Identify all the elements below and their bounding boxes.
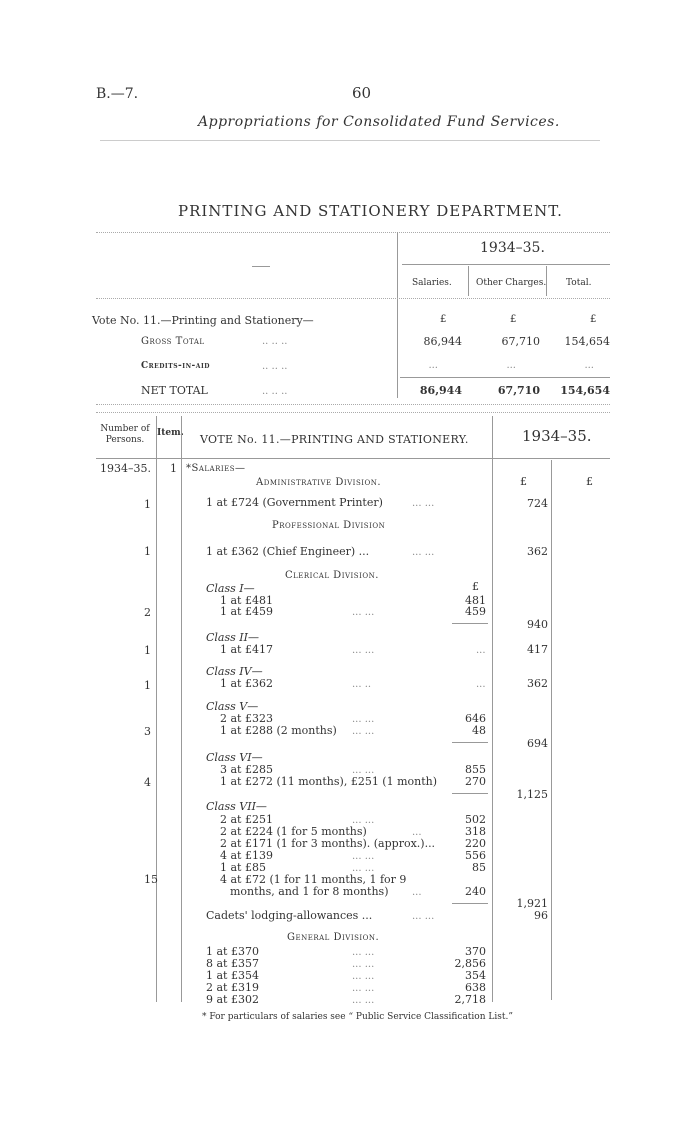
class-7-dots-1: ... ... bbox=[352, 815, 375, 826]
general-value-1: 370 bbox=[465, 945, 486, 958]
class-7-dots-5: ... ... bbox=[352, 863, 375, 874]
summary-net-dots: .. .. .. bbox=[262, 386, 288, 397]
cadets-line: Cadets' lodging-allowances ... bbox=[206, 909, 373, 922]
class-1-total: 940 bbox=[527, 618, 548, 631]
class-4-total: 362 bbox=[527, 677, 548, 690]
summary-bottom-rule bbox=[96, 404, 610, 405]
summary-gross-dots: .. .. .. bbox=[262, 336, 288, 347]
class-6-heading: Class VI— bbox=[206, 751, 263, 764]
class-2-dots: ... ... bbox=[352, 645, 375, 656]
class-7-line-4: 4 at £139 bbox=[220, 849, 273, 862]
summary-net-other: 67,710 bbox=[497, 384, 540, 397]
admin-dots: ... ... bbox=[412, 498, 435, 509]
class-5-heading: Class V— bbox=[206, 700, 259, 713]
general-line-1: 1 at £370 bbox=[206, 945, 259, 958]
class-2-heading: Class II— bbox=[206, 631, 259, 644]
class-5-dots-1: ... ... bbox=[352, 714, 375, 725]
admin-division-heading: Administrative Division. bbox=[256, 477, 382, 488]
class-1-persons: 2 bbox=[144, 606, 151, 619]
class-5-value-2: 48 bbox=[472, 724, 486, 737]
class-6-value-1: 855 bbox=[465, 763, 486, 776]
summary-credits-salaries: ... bbox=[428, 360, 438, 371]
summary-gross-total: 154,654 bbox=[564, 335, 610, 348]
general-division-heading: General Division. bbox=[287, 932, 380, 943]
class-1-heading: Class I— bbox=[206, 582, 255, 595]
detail-year-cell: 1934–35. bbox=[100, 462, 151, 475]
document-ref: B.—7. bbox=[96, 86, 139, 102]
general-value-3: 354 bbox=[465, 969, 486, 982]
class-6-sum-rule bbox=[452, 793, 488, 794]
class-7-value-3: 220 bbox=[465, 837, 486, 850]
class-1-line-2: 1 at £459 bbox=[220, 605, 273, 618]
class-5-sum-rule bbox=[452, 742, 488, 743]
summary-col-rule-1 bbox=[468, 266, 469, 296]
summary-net-rule bbox=[400, 377, 610, 378]
general-dots-1: ... ... bbox=[352, 947, 375, 958]
prof-dots: ... ... bbox=[412, 547, 435, 558]
summary-net-salaries: 86,944 bbox=[419, 384, 462, 397]
general-line-3: 1 at £354 bbox=[206, 969, 259, 982]
general-line-4: 2 at £319 bbox=[206, 981, 259, 994]
summary-net-total: 154,654 bbox=[560, 384, 610, 397]
class-7-line-6a: 4 at £72 (1 for 11 months, 1 for 9 bbox=[220, 873, 407, 886]
general-line-5: 9 at £302 bbox=[206, 993, 259, 1006]
class-6-line-2: 1 at £272 (11 months), £251 (1 month) bbox=[220, 775, 438, 788]
class-4-persons: 1 bbox=[144, 679, 151, 692]
class-5-line-2: 1 at £288 (2 months) bbox=[220, 724, 337, 737]
class-5-persons: 3 bbox=[144, 725, 151, 738]
class-1-dots: ... ... bbox=[352, 607, 375, 618]
summary-dash bbox=[252, 266, 270, 267]
prof-total: 362 bbox=[527, 545, 548, 558]
detail-pound-col2: £ bbox=[586, 475, 593, 488]
department-title: PRINTING AND STATIONERY DEPARTMENT. bbox=[178, 202, 563, 220]
summary-credits-total: ... bbox=[584, 360, 594, 371]
detail-col-title: VOTE No. 11.—PRINTING AND STATIONERY. bbox=[200, 433, 469, 446]
cadets-dots: ... ... bbox=[412, 911, 435, 922]
class-7-line-6b: months, and 1 for 8 months) bbox=[230, 885, 389, 898]
class-4-dots-2: ... bbox=[476, 679, 486, 690]
summary-gross-salaries: 86,944 bbox=[423, 335, 462, 348]
summary-pound-other: £ bbox=[510, 314, 517, 325]
detail-item-number: 1 bbox=[170, 462, 177, 475]
class-1-sum-rule bbox=[452, 623, 488, 624]
class-4-dots: ... .. bbox=[352, 679, 372, 690]
detail-salaries-heading: *Salaries— bbox=[186, 463, 246, 474]
summary-col-other: Other Charges. bbox=[476, 278, 547, 288]
class-1-value-2: 459 bbox=[465, 605, 486, 618]
class-6-persons: 4 bbox=[144, 776, 151, 789]
summary-col-rule-2 bbox=[546, 266, 547, 296]
general-value-2: 2,856 bbox=[454, 957, 486, 970]
summary-divider bbox=[397, 232, 398, 398]
class-7-dots-4: ... ... bbox=[352, 851, 375, 862]
summary-year-rule bbox=[402, 264, 610, 265]
detail-rule-item bbox=[181, 416, 182, 1002]
general-value-5: 2,718 bbox=[454, 993, 486, 1006]
detail-col-number: Number of Persons. bbox=[100, 424, 150, 445]
class-5-dots-2: ... ... bbox=[352, 726, 375, 737]
admin-persons: 1 bbox=[144, 498, 151, 511]
prof-line: 1 at £362 (Chief Engineer) ... bbox=[206, 545, 370, 558]
admin-total: 724 bbox=[527, 497, 548, 510]
detail-rule-number bbox=[156, 416, 157, 1002]
detail-col-year: 1934–35. bbox=[522, 427, 592, 445]
summary-col-salaries: Salaries. bbox=[412, 278, 452, 288]
detail-pound-col1: £ bbox=[520, 475, 527, 488]
summary-header-rule bbox=[96, 298, 610, 299]
general-dots-4: ... ... bbox=[352, 983, 375, 994]
summary-pound-total: £ bbox=[590, 314, 597, 325]
class-7-line-2: 2 at £224 (1 for 5 months) bbox=[220, 825, 367, 838]
class-7-total: 1,921 bbox=[516, 897, 548, 910]
class-7-dots-6: ... bbox=[412, 887, 422, 898]
summary-pound-salaries: £ bbox=[440, 314, 447, 325]
class-2-line-1: 1 at £417 bbox=[220, 643, 273, 656]
class-7-sum-rule bbox=[452, 903, 488, 904]
class-6-dots: ... ... bbox=[352, 765, 375, 776]
class-7-line-3: 2 at £171 (1 for 3 months). (approx.)... bbox=[220, 837, 436, 850]
page-number: 60 bbox=[352, 84, 372, 102]
class-4-heading: Class IV— bbox=[206, 665, 263, 678]
class-1-value-1: 481 bbox=[465, 594, 486, 607]
summary-gross-label: Gross Total bbox=[141, 336, 205, 347]
detail-rule-year bbox=[551, 460, 552, 1000]
class-4-line-1: 1 at £362 bbox=[220, 677, 273, 690]
summary-top-rule bbox=[96, 232, 610, 233]
clerical-division-heading: Clerical Division. bbox=[285, 570, 379, 581]
professional-division-heading: Professional Division bbox=[272, 520, 386, 531]
class-6-total: 1,125 bbox=[516, 788, 548, 801]
footnote: * For particulars of salaries see “ Public Service Classification List.” bbox=[202, 1012, 513, 1022]
summary-credits-dots: .. .. .. bbox=[262, 361, 288, 372]
class-7-value-1: 502 bbox=[465, 813, 486, 826]
summary-col-total: Total. bbox=[566, 278, 592, 288]
class-7-value-2: 318 bbox=[465, 825, 486, 838]
class-2-dots-2: ... bbox=[476, 645, 486, 656]
general-dots-2: ... ... bbox=[352, 959, 375, 970]
class-5-total: 694 bbox=[527, 737, 548, 750]
cadets-total: 96 bbox=[534, 909, 548, 922]
page-subtitle: Appropriations for Consolidated Fund Services. bbox=[198, 114, 560, 130]
class-2-total: 417 bbox=[527, 643, 548, 656]
class-6-value-2: 270 bbox=[465, 775, 486, 788]
summary-gross-other: 67,710 bbox=[501, 335, 540, 348]
header-rule bbox=[100, 140, 600, 141]
detail-rule-title bbox=[492, 416, 493, 1002]
summary-credits-label: Credits-in-aid bbox=[141, 361, 210, 371]
class-7-dots-2: ... bbox=[412, 827, 422, 838]
class-7-line-1: 2 at £251 bbox=[220, 813, 273, 826]
summary-net-label: NET TOTAL bbox=[141, 384, 208, 397]
class-1-line-1: 1 at £481 bbox=[220, 594, 273, 607]
class-5-value-1: 646 bbox=[465, 712, 486, 725]
class-7-value-6: 240 bbox=[465, 885, 486, 898]
prof-persons: 1 bbox=[144, 545, 151, 558]
summary-credits-other: ... bbox=[506, 360, 516, 371]
detail-col-item: Item. bbox=[157, 428, 184, 438]
summary-year: 1934–35. bbox=[480, 240, 545, 256]
class-7-value-4: 556 bbox=[465, 849, 486, 862]
detail-top-rule bbox=[96, 412, 610, 413]
general-line-2: 8 at £357 bbox=[206, 957, 259, 970]
class-5-line-1: 2 at £323 bbox=[220, 712, 273, 725]
general-value-4: 638 bbox=[465, 981, 486, 994]
class-7-line-5: 1 at £85 bbox=[220, 861, 266, 874]
summary-vote-label: Vote No. 11.—Printing and Stationery— bbox=[92, 314, 314, 327]
class-2-persons: 1 bbox=[144, 644, 151, 657]
class-7-persons: 15 bbox=[144, 873, 158, 886]
class-7-value-5: 85 bbox=[472, 861, 486, 874]
class-7-heading: Class VII— bbox=[206, 800, 267, 813]
detail-header-rule bbox=[96, 458, 610, 459]
class-6-line-1: 3 at £285 bbox=[220, 763, 273, 776]
admin-line: 1 at £724 (Government Printer) bbox=[206, 496, 383, 509]
general-dots-5: ... ... bbox=[352, 995, 375, 1006]
detail-pound-sub: £ bbox=[472, 580, 479, 593]
general-dots-3: ... ... bbox=[352, 971, 375, 982]
